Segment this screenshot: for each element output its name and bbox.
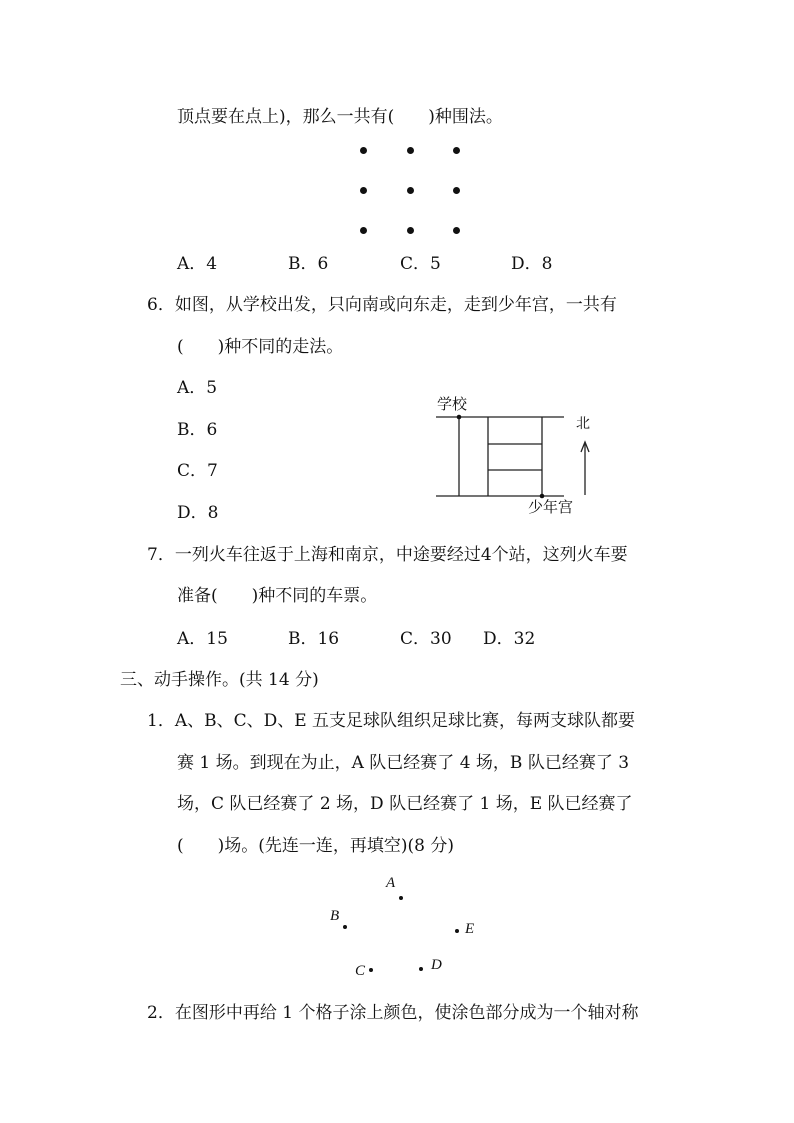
map-label-youth-palace: 少年宫 bbox=[528, 498, 574, 516]
point-a[interactable] bbox=[399, 896, 403, 900]
grid-dot bbox=[453, 227, 460, 234]
q7-option-d[interactable]: D．32 bbox=[483, 629, 536, 649]
q7-option-b[interactable]: B．16 bbox=[288, 629, 340, 649]
grid-dot bbox=[407, 227, 414, 234]
s3-q2-line1: 2．在图形中再给 1 个格子涂上颜色，使涂色部分成为一个轴对称 bbox=[147, 1003, 639, 1023]
q6-stem-line1: 6．如图，从学校出发，只向南或向东走，走到少年宫，一共有 bbox=[147, 295, 617, 315]
point-label-e: E bbox=[465, 921, 475, 937]
q5-option-b[interactable]: B．6 bbox=[288, 254, 329, 274]
point-b[interactable] bbox=[343, 925, 347, 929]
q6-option-d[interactable]: D．8 bbox=[177, 503, 219, 523]
point-label-c: C bbox=[355, 963, 366, 979]
q5-option-d[interactable]: D．8 bbox=[511, 254, 553, 274]
q6-option-c[interactable]: C．7 bbox=[177, 461, 218, 481]
q7-option-a[interactable]: A．15 bbox=[177, 629, 228, 649]
school-point bbox=[457, 415, 462, 420]
point-label-a: A bbox=[386, 875, 396, 891]
s3-q1-line4: ( )场。(先连一连，再填空)(8 分) bbox=[177, 836, 455, 856]
grid-dot bbox=[407, 187, 414, 194]
s3-q1-line1: 1．A、B、C、D、E 五支足球队组织足球比赛，每两支球队都要 bbox=[147, 711, 636, 731]
grid-dot bbox=[360, 187, 367, 194]
map-label-north: 北 bbox=[576, 416, 590, 432]
q5-option-a[interactable]: A．4 bbox=[177, 254, 218, 274]
s3-q1-line2: 赛 1 场。到现在为止，A 队已经赛了 4 场，B 队已经赛了 3 bbox=[177, 753, 630, 773]
point-c[interactable] bbox=[369, 968, 373, 972]
grid-dot bbox=[453, 187, 460, 194]
q5-text: 顶点要在点上)，那么一共有( )种围法。 bbox=[177, 107, 503, 127]
point-label-d: D bbox=[431, 957, 442, 973]
grid-dot bbox=[453, 147, 460, 154]
section-heading: 三、动手操作。(共 14 分) bbox=[120, 670, 319, 690]
q6-option-b[interactable]: B．6 bbox=[177, 420, 218, 440]
grid-dot bbox=[407, 147, 414, 154]
map-label-school: 学校 bbox=[437, 395, 468, 413]
point-e[interactable] bbox=[455, 929, 459, 933]
q7-option-c[interactable]: C．30 bbox=[400, 629, 452, 649]
grid-dot bbox=[360, 227, 367, 234]
q7-stem-line2: 准备( )种不同的车票。 bbox=[177, 586, 378, 606]
q6-option-a[interactable]: A．5 bbox=[177, 378, 218, 398]
point-d[interactable] bbox=[419, 967, 423, 971]
map-streets bbox=[430, 410, 600, 505]
q7-stem-line1: 7．一列火车往返于上海和南京，中途要经过4个站，这列火车要 bbox=[147, 545, 628, 565]
q5-option-c[interactable]: C．5 bbox=[400, 254, 441, 274]
s3-q1-line3: 场，C 队已经赛了 2 场，D 队已经赛了 1 场，E 队已经赛了 bbox=[177, 794, 633, 814]
point-label-b: B bbox=[330, 908, 340, 924]
grid-dot bbox=[360, 147, 367, 154]
youth-palace-point bbox=[540, 494, 545, 499]
q6-stem-line2: ( )种不同的走法。 bbox=[177, 337, 344, 357]
